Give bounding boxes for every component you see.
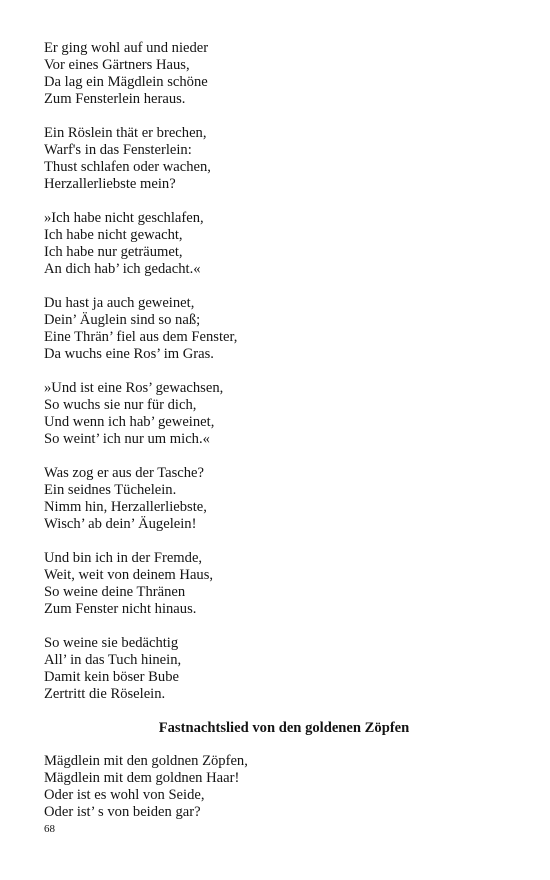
- verse-line: So weine deine Thränen: [44, 584, 186, 600]
- verse-line: Er ging wohl auf und nieder: [44, 40, 209, 56]
- poem1-stanza-4: [44, 295, 514, 363]
- verse-line: Du hast ja auch geweinet,: [44, 295, 195, 311]
- verse-line: An dich hab’ ich gedacht.«: [44, 261, 201, 277]
- verse-line: Mägdlein mit dem goldnen Haar!: [44, 770, 240, 786]
- verse-line: Ich habe nicht gewacht,: [44, 227, 183, 243]
- verse-line: Vor eines Gärtners Haus,: [44, 57, 190, 73]
- verse-line: Ein Röslein thät er brechen,: [44, 125, 207, 141]
- poem1-stanza-8: [44, 635, 514, 703]
- verse-line: Eine Thrän’ fiel aus dem Fenster,: [44, 329, 238, 345]
- page-number: 68: [44, 823, 55, 835]
- verse-line: Da wuchs eine Ros’ im Gras.: [44, 346, 214, 362]
- verse-line: Warf's in das Fensterlein:: [44, 142, 192, 158]
- verse-line: Thust schlafen oder wachen,: [44, 159, 211, 175]
- verse-line: »Ich habe nicht geschlafen,: [44, 210, 204, 226]
- verse-line: So weine sie bedächtig: [44, 635, 179, 651]
- poem-title: Fastnachtslied von den goldenen Zöpfen: [158, 720, 410, 736]
- verse-line: All’ in das Tuch hinein,: [44, 652, 182, 668]
- verse-line: Was zog er aus der Tasche?: [44, 465, 205, 481]
- verse-line: Oder ist’ s von beiden gar?: [44, 804, 201, 820]
- verse-line: Herzallerliebste mein?: [44, 176, 176, 192]
- book-page: [44, 40, 514, 838]
- verse-line: Zum Fenster nicht hinaus.: [44, 601, 197, 617]
- verse-line: So wuchs sie nur für dich,: [44, 397, 197, 413]
- verse-line: Nimm hin, Herzallerliebste,: [44, 499, 207, 515]
- verse-line: Weit, weit von deinem Haus,: [44, 567, 214, 583]
- verse-line: Dein’ Äuglein sind so naß;: [44, 312, 201, 328]
- poem1-stanza-6: [44, 465, 514, 533]
- verse-line: Zertritt die Röselein.: [44, 686, 166, 702]
- verse-line: So weint’ ich nur um mich.«: [44, 431, 210, 447]
- poem1-stanza-1: [44, 40, 514, 108]
- verse-line: Oder ist es wohl von Seide,: [44, 787, 205, 803]
- verse-line: Mägdlein mit den goldnen Zöpfen,: [44, 753, 248, 769]
- poem2-stanza-1: [44, 753, 514, 821]
- poem1-stanza-3: [44, 210, 514, 278]
- poem1-stanza-7: [44, 550, 514, 618]
- poem1-stanza-5: [44, 380, 514, 448]
- verse-line: Und wenn ich hab’ geweinet,: [44, 414, 215, 430]
- verse-line: Zum Fensterlein heraus.: [44, 91, 186, 107]
- poem1-stanza-2: [44, 125, 514, 193]
- verse-line: Da lag ein Mägdlein schöne: [44, 74, 208, 90]
- verse-line: Ich habe nur geträumet,: [44, 244, 183, 260]
- verse-line: Damit kein böser Bube: [44, 669, 179, 685]
- verse-line: Und bin ich in der Fremde,: [44, 550, 203, 566]
- verse-line: Ein seidnes Tüchelein.: [44, 482, 177, 498]
- verse-line: »Und ist eine Ros’ gewachsen,: [44, 380, 224, 396]
- verse-line: Wisch’ ab dein’ Äugelein!: [44, 516, 197, 532]
